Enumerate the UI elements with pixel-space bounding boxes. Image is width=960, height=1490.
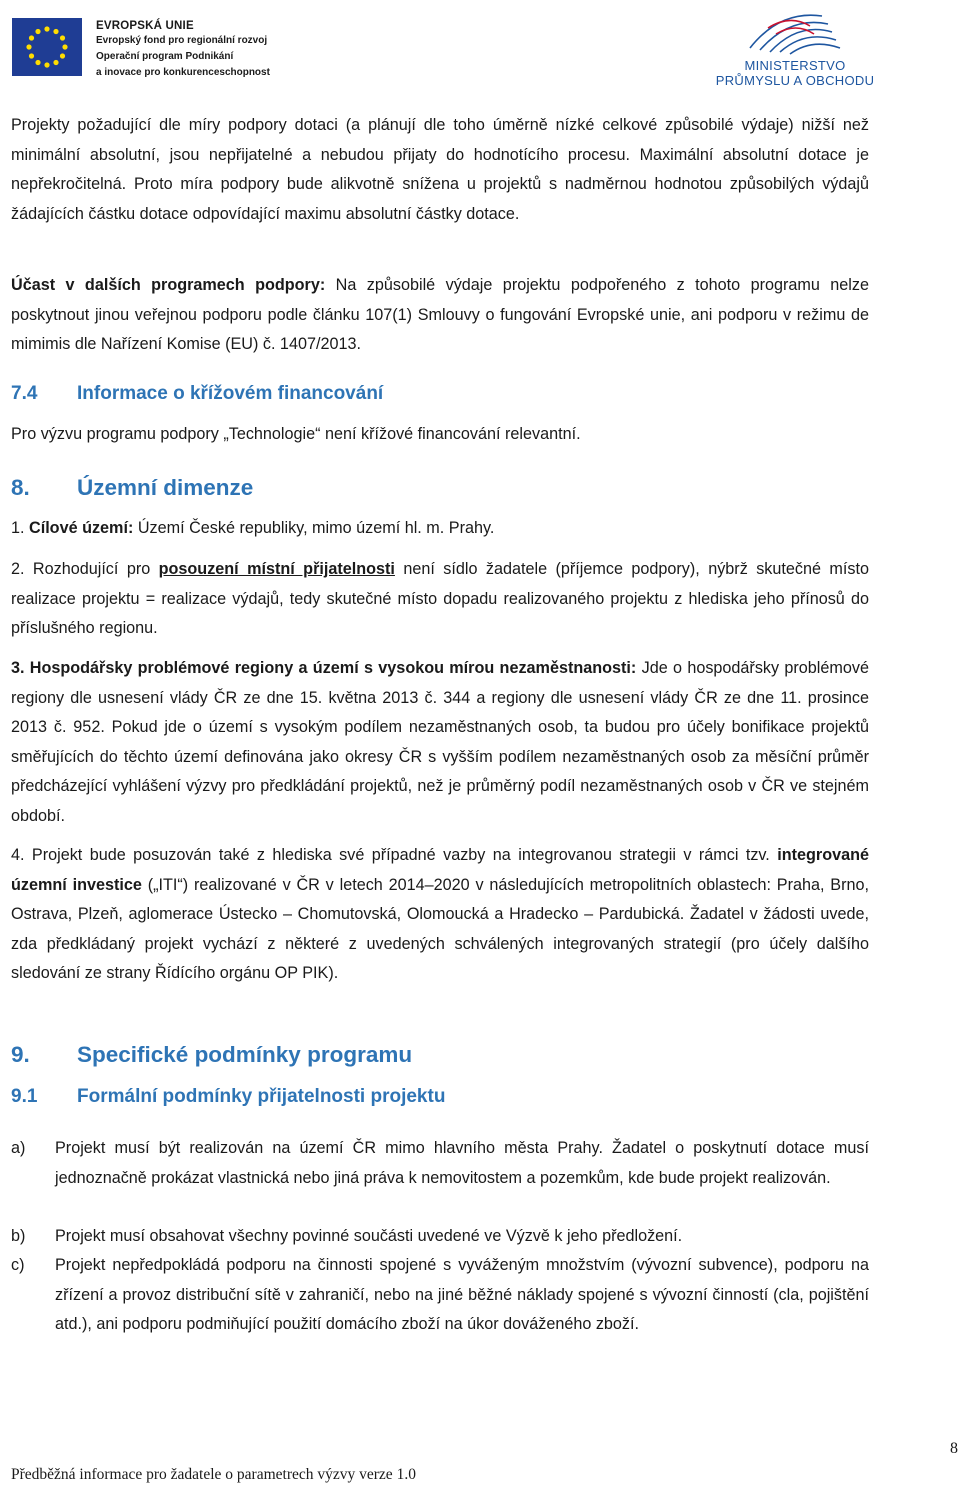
problem-regions-text: Jde o hospodářsky problémové regiony dle usnesení vlády ČR ze dne 15. května 2013 č. 344 a regiony dle usnesení vlády ČR ze dne 11. prosince 2013 č. 952. Pokud jde o území s vysokým podílem nezaměstnaných osob, ta budou pro účely bonifikace projektů směřujících do těchto území definována jako okresy ČR s vyšším podílem nezaměstnaných osob za měsíční průměr předcházející vyhlášení výzvy pro předkládání projektů, než je průměrný podíl nezaměstnaných osob v ČR ve stejném období. xyxy=(11,659,869,825)
ministry-logo xyxy=(710,8,880,88)
problem-regions-label: 3. Hospodářsky problémové regiony a území s vysokou mírou nezaměstnanosti: xyxy=(11,659,637,677)
ministry-emblem-icon xyxy=(710,8,880,58)
list-marker: a) xyxy=(11,1139,26,1157)
target-area-label: Cílové území: xyxy=(29,519,134,537)
heading-8 xyxy=(11,475,253,501)
heading-8-number: 8. xyxy=(11,475,30,500)
eu-logo xyxy=(12,18,270,80)
local-acceptability-text: není sídlo žadatele (příjemce podpory), nýbrž skutečné místo realizace projektu = realizace výdajů, tedy skutečné místo dopadu realizovaného projektu z hlediska jeho přínosů do příslušného regionu. xyxy=(11,560,869,637)
eu-line-2: Operační program Podnikání xyxy=(96,51,234,62)
list-marker: c) xyxy=(11,1256,25,1274)
footer-text: Předběžná informace pro žadatele o parametrech výzvy verze 1.0 xyxy=(11,1466,416,1483)
heading-7-4-number: 7.4 xyxy=(11,383,38,404)
heading-9-1-title: Formální podmínky přijatelnosti projektu xyxy=(77,1086,446,1107)
iti-term: integrované územní investice xyxy=(11,846,869,894)
paragraph-cross-financing: Pro výzvu programu podpory „Technologie“ není křížové financování relevantní. xyxy=(11,425,581,443)
eu-title: EVROPSKÁ UNIE xyxy=(96,20,194,32)
ministry-name xyxy=(710,58,880,88)
paragraph-other-programs xyxy=(11,271,869,360)
paragraph-problem-regions xyxy=(11,654,869,831)
heading-9-1 xyxy=(11,1086,445,1108)
list-item-text: Projekt musí být realizován na území ČR mimo hlavního města Prahy. Žadatel o poskytnutí dotace musí jednoznačně prokázat vlastnická nebo jiná práva k nemovitostem a pozemkům, kde bude projekt realizován. xyxy=(55,1139,869,1187)
list-item-text: Projekt musí obsahovat všechny povinné součásti uvedené ve Výzvě k jeho předložení. xyxy=(55,1227,683,1245)
paragraph-iti xyxy=(11,841,869,989)
other-programs-label: Účast v dalších programech podpory: xyxy=(11,276,326,294)
eu-line-1: Evropský fond pro regionální rozvoj xyxy=(96,35,268,46)
list-marker: b) xyxy=(11,1227,26,1245)
iti-text: („ITI“) realizované v ČR v letech 2014–2020 v následujících metropolitních oblastech: Praha, Brno, Ostrava, Plzeň, aglomerace Ústecko – Chomutovská, Olomoucká a Hradecko – Pardubická. Žadatel v žádosti uvede, zda předkládaný projekt vychází z některé z uvedených schválených integrovaných strategií (pro účely dalšího sledování ze strany Řídícího orgánu OP PIK). xyxy=(11,875,869,982)
heading-9-number: 9. xyxy=(11,1042,30,1067)
eu-line-3: a inovace pro konkurenceschopnost xyxy=(96,67,270,78)
heading-9 xyxy=(11,1042,412,1068)
heading-7-4-title: Informace o křížovém financování xyxy=(77,383,384,404)
local-acceptability-lead: 2. Rozhodující pro xyxy=(11,560,159,578)
eu-flag-icon xyxy=(12,18,82,76)
paragraph-minimum-support: Projekty požadující dle míry podpory dotaci (a plánují dle toho úměrně nízké celkové způsobilé výdaje) nižší než minimální absolutní, jsou nepřijatelné a nebudou přijaty do hodnotícího procesu. Maximální absolutní dotace je nepřekročitelná. Proto míra podpory bude alikvotně snížena u projektů s nadměrnou hodnotou způsobilých výdajů žádajících částku dotace odpovídající maximu absolutní částky dotace. xyxy=(11,116,869,223)
iti-lead: 4. Projekt bude posuzován také z hlediska své případné vazby na integrovanou strategii v rámci tzv. xyxy=(11,846,778,864)
paragraph-target-area xyxy=(11,514,869,544)
target-area-text: Území České republiky, mimo území hl. m. Prahy. xyxy=(133,519,495,537)
ministry-line-2: PRŮMYSLU A OBCHODU xyxy=(715,73,875,88)
paragraph-local-acceptability xyxy=(11,555,869,644)
list-item-text: Projekt nepředpokládá podporu na činnosti spojené s vyváženým množstvím (vývozní subvence), podporu na zřízení a provoz distribuční sítě v zahraničí, nebo na jiné běžné náklady spojené s vývozní činností (cla, pojištění atd.), ani podporu podmiňující použití domácího zboží na úkor dováženého zboží. xyxy=(55,1256,869,1333)
list-item-a xyxy=(11,1134,869,1193)
local-acceptability-term: posouzení místní přijatelnosti xyxy=(158,560,395,578)
list-item-b xyxy=(11,1222,869,1252)
page-number: 8 xyxy=(950,1440,958,1457)
heading-7-4 xyxy=(11,383,383,405)
list-item-c xyxy=(11,1251,869,1340)
ministry-line-1: MINISTERSTVO xyxy=(744,58,846,73)
other-programs-text: Na způsobilé výdaje projektu podpořeného z tohoto programu nelze poskytnout jinou veřejnou podporu podle článku 107(1) Smlouvy o fungování Evropské unie, ani podporu v režimu de mimimis dle Nařízení Komise (EU) č. 1407/2013. xyxy=(11,276,869,353)
eu-text-block xyxy=(96,18,270,80)
target-area-number: 1. xyxy=(11,519,29,537)
heading-9-title: Specifické podmínky programu xyxy=(77,1042,413,1067)
heading-9-1-number: 9.1 xyxy=(11,1086,38,1107)
heading-8-title: Územní dimenze xyxy=(77,475,254,500)
